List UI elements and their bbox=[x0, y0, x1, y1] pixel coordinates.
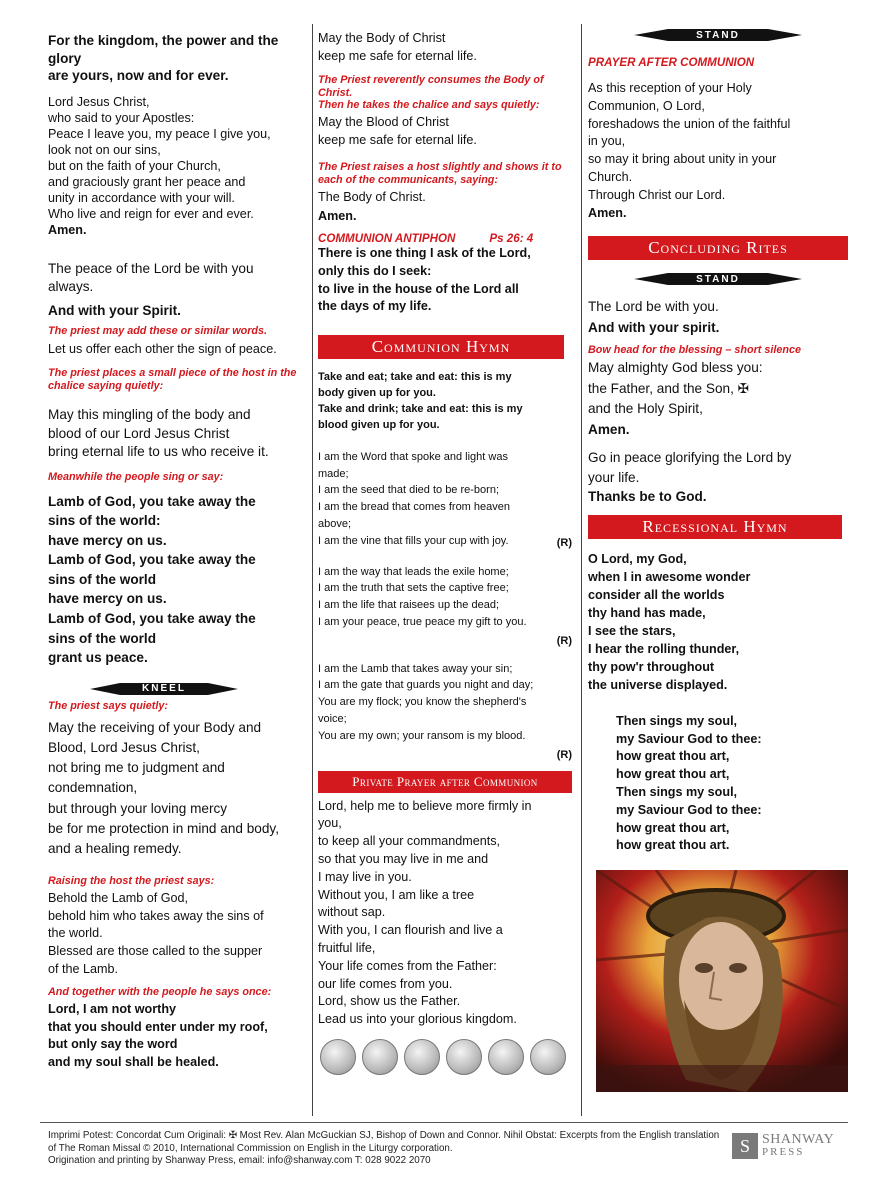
coin-icon bbox=[320, 1039, 356, 1075]
column-divider-left bbox=[312, 24, 313, 1116]
prayer-after-communion: As this reception of your Holy Communion, O Lord, foreshadows the union of the faithful in you, so may it bring about unity in your Church. Through Christ our Lord. bbox=[588, 81, 791, 202]
logo-text-shanway: SHANWAY bbox=[762, 1132, 835, 1147]
mingling-prayer: May this mingling of the body and blood of our Lord Jesus Christ bring eternal life to us who receive it. bbox=[48, 407, 269, 459]
footer-imprimatur: Imprimi Potest: Concordat Cum Originali: ✠ Most Rev. Alan McGuckian SJ, Bishop of Down and Connor. Nihil Obstat: Excerpts from the English translation of The Roman Missal © 2010, International Commission on English in the Liturgy corporation. Origination and printing by Shanway Press, email: info@shanway.com T: 028 9022 2070 bbox=[48, 1130, 720, 1166]
column-left bbox=[48, 28, 306, 1072]
banner-communion-hymn: Communion Hymn bbox=[318, 335, 564, 359]
christ-portrait bbox=[596, 870, 848, 1097]
blessing-amen: Amen. bbox=[588, 421, 630, 437]
antiphon-heading bbox=[318, 232, 572, 245]
recessional-verse: O Lord, my God, when I in awesome wonder consider all the worlds thy hand has made, I see the stars, I hear the rolling thunder, thy pow'r throughout the universe displayed. bbox=[588, 551, 751, 692]
column-divider-right bbox=[581, 24, 582, 1116]
recessional-chorus: Then sings my soul, my Saviour God to thee: how great thou art, how great thou art, Then sings my soul, my Saviour God to thee: how great thou art, how great thou art. bbox=[616, 713, 762, 853]
banner-concluding-rites: Concluding Rites bbox=[588, 236, 848, 260]
refrain-mark-1: (R) bbox=[556, 536, 572, 549]
hymn-verse-1: I am the Word that spoke and light was made; I am the seed that died to be re-born; I am the bread that comes from heaven above; I am the vine that fills your cup with joy. bbox=[318, 450, 510, 547]
peace-prayer: Lord Jesus Christ, who said to your Apostles: Peace I leave you, my peace I give you, look not on our sins, but on the faith of your Church, and graciously grant her peace and unity in accordance with your will. Who live and reign for ever and ever. bbox=[48, 94, 271, 221]
refrain-mark-3: (R) bbox=[556, 748, 572, 761]
pac-amen: Amen. bbox=[588, 205, 627, 220]
stained-glass-christ-icon bbox=[596, 870, 848, 1092]
rubric-quietly: The priest says quietly: bbox=[48, 699, 169, 712]
blessing: May almighty God bless you: the Father, and the Son, ✠ and the Holy Spirit, bbox=[588, 360, 763, 417]
banner-private-prayer: Private Prayer after Communion bbox=[318, 771, 572, 793]
not-worthy: Lord, I am not worthy that you should enter under my roof, but only say the word and my soul shall be healed. bbox=[48, 1002, 268, 1070]
posture-stand-2: STAND bbox=[634, 272, 802, 286]
hymn-verse-3: I am the Lamb that takes away your sin; I am the gate that guards you night and day; You are my flock; you know the shepherd's voice; You are my own; your ransom is my blood. bbox=[318, 662, 534, 742]
rubric-raising: Raising the host the priest says: bbox=[48, 875, 215, 888]
heading-prayer-after-communion: PRAYER AFTER COMMUNION bbox=[588, 56, 755, 69]
posture-kneel: KNEEL bbox=[90, 682, 238, 696]
shanway-logo-icon bbox=[732, 1133, 758, 1159]
doxology: For the kingdom, the power and the glory are yours, now and for ever. bbox=[48, 33, 279, 83]
coin-icon bbox=[404, 1039, 440, 1075]
communicant-amen: Amen. bbox=[318, 209, 357, 224]
sign-of-peace: Let us offer each other the sign of peace. bbox=[48, 342, 277, 356]
coin-icon bbox=[446, 1039, 482, 1075]
svg-text:S: S bbox=[739, 1136, 751, 1156]
hymn-refrain: Take and eat; take and eat: this is my body given up for you. Take and drink; take and eat: this is my blood given up for you. bbox=[318, 370, 523, 431]
logo-text-press: PRESS bbox=[762, 1146, 805, 1158]
coin-icon bbox=[362, 1039, 398, 1075]
posture-stand-1: STAND bbox=[634, 28, 802, 42]
antiphon-reference: Ps 26: 4 bbox=[489, 232, 534, 246]
behold-lamb: Behold the Lamb of God, behold him who takes away the sins of the world. Blessed are those called to the supper of the Lamb. bbox=[48, 891, 264, 976]
coin-icon bbox=[488, 1039, 524, 1075]
receiving-prayer: May the receiving of your Body and Blood, Lord Jesus Christ, not bring me to judgment and condemnation, but through your loving mercy be for me protection in mind and body, and a healing remedy. bbox=[48, 719, 279, 857]
peace-response: And with your Spirit. bbox=[48, 302, 181, 318]
antiphon-text: There is one thing I ask of the Lord, only this do I seek: to live in the house of the Lord all the days of my life. bbox=[318, 246, 531, 314]
agnus-dei: Lamb of God, you take away the sins of the world: have mercy on us. Lamb of God, you take away the sins of the world have mercy on us. Lamb of God, you take away the sins of the world grant us peace. bbox=[48, 493, 256, 666]
private-prayer: Lord, help me to believe more firmly in you, to keep all your commandments, so that you may live in me and I may live in you. Without you, I am like a tree without sap. With you, I can flourish and live a fruitful life, Your life comes from the Father: our life comes from you. Lord, show us the Father. Lead us into your glorious kingdom. bbox=[318, 798, 532, 1027]
refrain-mark-2: (R) bbox=[556, 634, 572, 647]
peace-prayer-amen: Amen. bbox=[48, 222, 87, 237]
blood-safe: May the Blood of Christ keep me safe for eternal life. bbox=[318, 114, 477, 147]
rubric-raises: The Priest raises a host slightly and shows it to each of the communicants, saying: bbox=[318, 161, 562, 186]
greeting: The Lord be with you. bbox=[588, 299, 719, 315]
coin-row bbox=[320, 1039, 572, 1075]
body-safe: May the Body of Christ keep me safe for eternal life. bbox=[318, 31, 477, 63]
banner-recessional-hymn: Recessional Hymn bbox=[588, 515, 842, 539]
column-right bbox=[588, 28, 848, 1097]
rubric-bow: Bow head for the blessing – short silence bbox=[588, 344, 801, 357]
hymn-verse-2: I am the way that leads the exile home; I am the truth that sets the captive free; I am the life that raisees up the dead; I am your peace, true peace my gift to you. bbox=[318, 565, 527, 628]
dismissal: Go in peace glorifying the Lord by your life. bbox=[588, 450, 792, 485]
dismissal-response: Thanks be to God. bbox=[588, 489, 707, 505]
coin-icon bbox=[530, 1039, 566, 1075]
rubric-host: The priest places a small piece of the host in the chalice saying quietly: bbox=[48, 367, 297, 392]
footer-rule bbox=[40, 1122, 848, 1123]
shanway-press-logo bbox=[732, 1133, 834, 1159]
column-middle bbox=[318, 28, 572, 1075]
greeting-response: And with your spirit. bbox=[588, 319, 720, 335]
body-of-christ: The Body of Christ. bbox=[318, 190, 426, 205]
rubric-sign: The priest may add these or similar words. bbox=[48, 325, 268, 337]
rubric-together: And together with the people he says once: bbox=[48, 986, 272, 999]
rubric-sing: Meanwhile the people sing or say: bbox=[48, 470, 224, 483]
rubric-consumes: The Priest reverently consumes the Body of Christ. Then he takes the chalice and says quietly: bbox=[318, 74, 544, 112]
antiphon-label: COMMUNION ANTIPHON bbox=[318, 232, 456, 246]
peace-greeting: The peace of the Lord be with you always. bbox=[48, 260, 254, 294]
